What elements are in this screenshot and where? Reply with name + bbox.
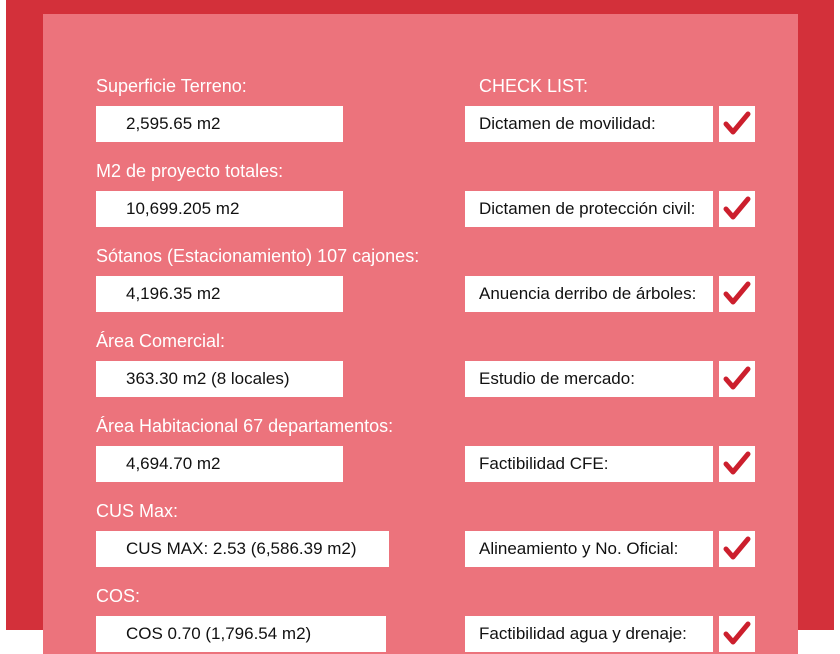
check-mark-icon (723, 365, 751, 393)
field-label-area-habitacional: Área Habitacional 67 departamentos: (96, 416, 394, 436)
checklist-item-dictamen-movilidad: Dictamen de movilidad: (465, 106, 713, 142)
check-mark-icon (723, 280, 751, 308)
checklist-checkbox-anuencia-derribo[interactable] (719, 276, 755, 312)
checklist-checkbox-dictamen-proteccion-civil[interactable] (719, 191, 755, 227)
checklist-item-anuencia-derribo: Anuencia derribo de árboles: (465, 276, 713, 312)
field-label-cus-max: CUS Max: (96, 501, 179, 521)
check-mark-icon (723, 195, 751, 223)
field-value-m2-proyecto: 10,699.205 m2 (96, 191, 343, 227)
field-label-m2-proyecto: M2 de proyecto totales: (96, 161, 284, 181)
info-panel (43, 14, 798, 654)
checklist-item-factibilidad-agua: Factibilidad agua y drenaje: (465, 616, 713, 652)
checklist-checkbox-dictamen-movilidad[interactable] (719, 106, 755, 142)
field-label-area-comercial: Área Comercial: (96, 331, 226, 351)
checklist-item-alineamiento: Alineamiento y No. Oficial: (465, 531, 713, 567)
checklist-item-factibilidad-cfe: Factibilidad CFE: (465, 446, 713, 482)
checklist-checkbox-factibilidad-agua[interactable] (719, 616, 755, 652)
field-value-sotanos: 4,196.35 m2 (96, 276, 343, 312)
field-value-cus-max: CUS MAX: 2.53 (6,586.39 m2) (96, 531, 389, 567)
checklist-title: CHECK LIST: (479, 76, 589, 96)
checklist-checkbox-factibilidad-cfe[interactable] (719, 446, 755, 482)
field-value-superficie-terreno: 2,595.65 m2 (96, 106, 343, 142)
field-label-superficie-terreno: Superficie Terreno: (96, 76, 247, 96)
field-label-cos: COS: (96, 586, 141, 606)
check-mark-icon (723, 450, 751, 478)
checklist-item-dictamen-proteccion-civil: Dictamen de protección civil: (465, 191, 713, 227)
checklist-checkbox-estudio-mercado[interactable] (719, 361, 755, 397)
field-value-area-habitacional: 4,694.70 m2 (96, 446, 343, 482)
checklist-checkbox-alineamiento[interactable] (719, 531, 755, 567)
field-value-area-comercial: 363.30 m2 (8 locales) (96, 361, 343, 397)
checklist-item-estudio-mercado: Estudio de mercado: (465, 361, 713, 397)
check-mark-icon (723, 110, 751, 138)
field-label-sotanos: Sótanos (Estacionamiento) 107 cajones: (96, 246, 420, 266)
check-mark-icon (723, 620, 751, 648)
field-value-cos: COS 0.70 (1,796.54 m2) (96, 616, 386, 652)
check-mark-icon (723, 535, 751, 563)
